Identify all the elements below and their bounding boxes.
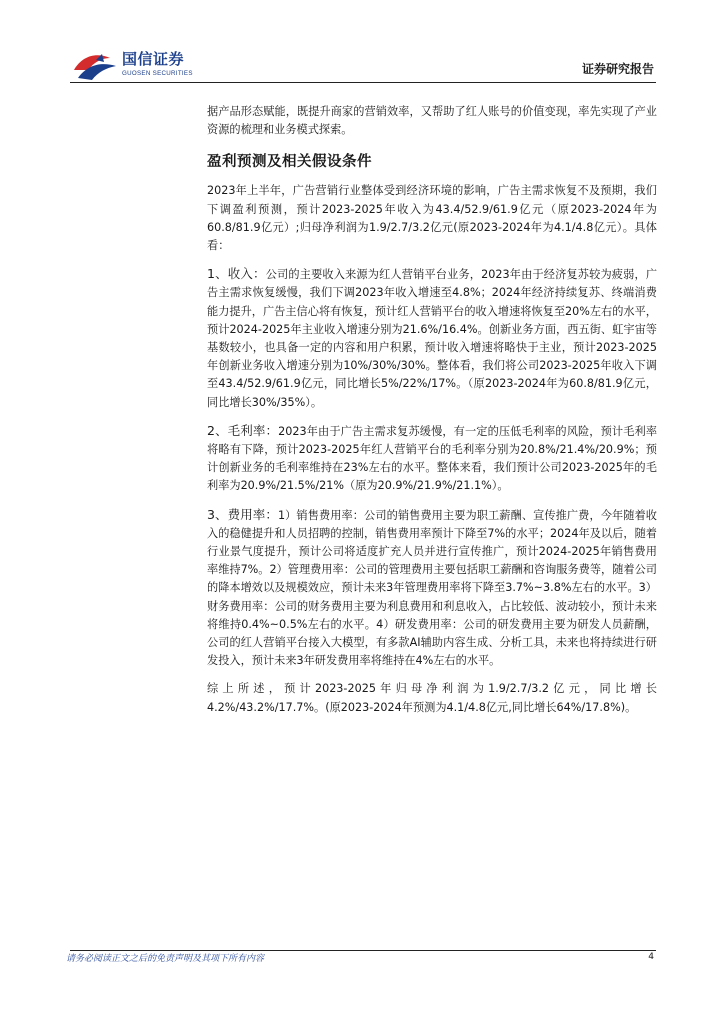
expense-body: 1）销售费用率：公司的销售费用主要为职工薪酬、宣传推广费，今年随着收入的稳健提升和人员招聘的控制，销售费用率预计下降至7%的水平；2024年及以后，随着行业景气度提升，预计公司将适度扩充人员并进行宣传推广，预计2024-2025年销售费用率维持7%。2）管理费用率：公司的管理费用主要包括职工薪酬和咨询服务费等，随着公司的降本增效以及规模效应，预计未来3年管理费用率将下降至3.7%~3.8%左右的水平。3）财务费用率：公司的财务费用主要为利息费用和利息收入，占比较低、波动较小，预计未来将维持0.4%~0.5%左右的水平。4）研发费用率：公司的研发费用主要为研发人员薪酬，公司的红人营销平台接入大模型，有多款AI辅助内容生成、分析工具，未来也将持续进行研发投入，预计未来3年研发费用率将维持在4%左右的水平。: [207, 508, 657, 668]
section-title: 盈利预测及相关假设条件: [207, 154, 372, 171]
margin-heading: 2、毛利率：: [207, 422, 279, 438]
page-header: [0, 0, 724, 90]
summary-paragraph: 2023年上半年，广告营销行业整体受到经济环境的影响，广告主需求恢复不及预期，我们下调盈利预测，预计2023-2025年收入为43.4/52.9/61.9亿元（原2023-2024年为60.8/81.9亿元）;归母净利润为1.9/2.7/3.2亿元(原2023-2024年为4.1/4.8亿元）。具体看：: [207, 184, 657, 253]
expense-paragraph: [207, 506, 657, 671]
revenue-paragraph: [207, 265, 657, 412]
margin-paragraph: [207, 422, 657, 496]
main-content: [207, 103, 657, 727]
report-type-label: 证券研究报告: [581, 62, 654, 76]
intro-paragraph: 据产品形态赋能，既提升商家的营销效率，又帮助了红人账号的价值变现，率先实现了产业资源的梳理和业务模式探索。: [207, 105, 657, 137]
footer-disclaimer: 请务必阅读正文之后的免责声明及其项下所有内容: [66, 954, 265, 964]
revenue-body: 公司的主要收入来源为红人营销平台业务，2023年由于经济复苏较为疲弱，广告主需求恢复缓慢，我们下调2023年收入增速至4.8%；2024年经济持续复苏、终端消费能力提升，广告主信心将有恢复，预计红人营销平台的收入增速将恢复至20%左右的水平，预计2024-2025年主业收入增速分别为21.6%/16.4%。创新业务方面，西五街、虹宇宙等基数较小，也具备一定的内容和用户积累，预计收入增速将略快于主业，预计2023-2025年创新业务收入增速分别为10%/30%/30%。整体看，我们将公司2023-2025年收入下调至43.4/52.9/61.9亿元，同比增长5%/22%/17%。（原2023-2024年为60.8/81.9亿元，同比增长30%/35%）。: [207, 268, 658, 409]
logo-english-name: GUOSEN SECURITIES: [122, 70, 193, 77]
margin-body: 2023年由于广告主需求复苏缓慢，有一定的压低毛利率的风险，预计毛利率将略有下降，预计2023-2025年红人营销平台的毛利率分别为20.8%/21.4%/20.9%；预计创新业务的毛利率维持在23%左右的水平。整体来看，我们预计公司2023-2025年的毛利率为20.9%/21.5%/21%（原为20.9%/21.9%/21.1%）。: [207, 424, 658, 493]
page-number: 4: [648, 952, 654, 962]
revenue-heading: 1、收入：: [207, 266, 266, 282]
conclusion-paragraph: 综上所述，预计2023-2025年归母净利润为1.9/2.7/3.2亿元，同比增长4.2%/43.2%/17.7%。(原2023-2024年预测为4.1/4.8亿元,同比增长64%/17.8%)。: [207, 682, 657, 714]
guosen-logo-mark-icon: [72, 48, 118, 84]
logo-chinese-name: 国信证券: [122, 50, 185, 68]
header-divider: [70, 82, 656, 83]
expense-heading: 3、费用率：: [207, 506, 278, 522]
guosen-logo: [72, 48, 193, 84]
